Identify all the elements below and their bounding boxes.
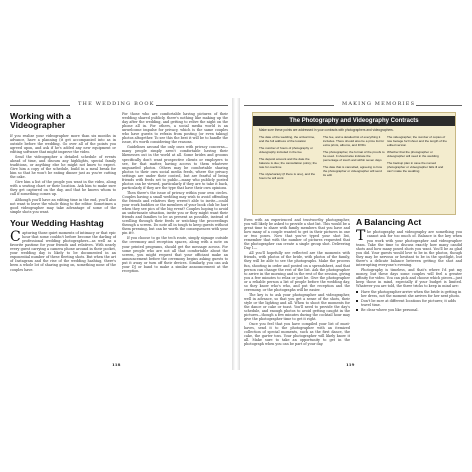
drop-cap: T xyxy=(356,228,366,245)
left-column-1 xyxy=(10,112,116,362)
list-item: Be clear where you like personal. xyxy=(356,308,462,312)
running-head-text: THE WEDDING BOOK xyxy=(78,101,155,107)
section-heading: Working with a Videographer xyxy=(10,112,71,131)
sidebar-item: The style/variety (if there is one), and the hours he will work xyxy=(259,171,316,180)
paragraph: If you realize your videographer more than six months in advance, have a planning (it get accompanied into as in outside before the wedding. Go over all of the points you agreed upon, and ask if he's added any new equipment or editing software that might improve the video. xyxy=(10,133,116,154)
page-number: 118 xyxy=(112,362,121,367)
paragraph: Capturing those quiet moments of intimacy or that epic hour that some couldn't before become the darling of professional wedding photographers—as well as a favorite pastime for your friends and relatives. With nearly every guest carrying a camera phone around in their pocket, your wedding day is likely to be documented in an exponential number of these fleeting shots. But when the art of Instagram and the rise of the wedding hashtag, there's been a whole lot of sharing going on, something none of the couples have. xyxy=(10,229,116,272)
sidebar-title: The Photography and Videography Contracts xyxy=(253,116,455,126)
page-number: 119 xyxy=(346,362,355,367)
right-column-1 xyxy=(244,218,350,362)
paragraph: Once you feel that you have compiled your list of must-haves, send it to the photographer with an itemized collection of special moments, such as the first dance, the cake, the garter toss. Your photographer will likely know it all. Make sure to take an opportunity to get in the photograph when you can be part of your day. xyxy=(244,322,350,347)
left-column-2 xyxy=(122,112,228,362)
sidebar-subtitle: Make sure these points are addressed in your contracts with photographers and videographers. xyxy=(259,128,394,132)
sidebar-item: The deposit amount and the date the balance is due; the cancellation policy; the rate for overtime xyxy=(259,157,317,169)
running-head-text: MAKING MEMORIES xyxy=(342,101,416,107)
paragraph: Guidelines around the only ones with privacy concerns—many people simply aren't comfortable having their likenesses out in the world at all. Some brides and grooms specifically don't want prospective clients or employers to see, for that matter, having access to them whatever unguarded photos. Others may be comfortable sharing photos to their own social media feeds, where the privacy settings are under their control, but are fearful of being friends with feeds set to public—many who publicly posted photos can be viewed, particularly if they are to take it back, particularly if they are the type that have their own opinions. xyxy=(122,145,228,190)
bullet-square-icon xyxy=(356,309,358,311)
sidebar-item: The backup plan in case the named photographer or videographer falls ill and can't make the wedding xyxy=(387,160,444,173)
paragraph: Send the videographer a detailed schedule of events ahead of time, and discuss any highlights, special family traditions, or anything else he might not know to expect. Give him a copy of the schedule, build in a meal break for him so that he won't be eating dinner just as you're cutting the cake. xyxy=(10,155,116,180)
left-running-head xyxy=(6,101,232,109)
contracts-sidebar-box xyxy=(252,112,456,215)
sidebar-item: The photographer, the format of the proofs to be used. It should also indicate the percentage of touch and within seven days xyxy=(323,149,385,162)
paragraph: Even with an experienced and trustworthy photographer, you will likely be asked to provide a shot list. This would be a great time to share with family members that you have and how many of a couple wanted to get in their pictures in one or two poses. Now that you've typed your shot list, remember that with the number of pictures requested that the photographer can create a single group shot. Delivering Day 1— xyxy=(244,218,350,251)
paragraph: Give him a list of the people you want in the video, along with a seating chart or their location. Ask him to make sure they get captured on the day, and that he knows whom to call if something comes up. xyxy=(10,180,116,197)
section-heading: Your Wedding Hashtag xyxy=(10,217,104,228)
sidebar-item: The fee, and a detailed list of everything it includes. There should also be a price list for extra prints, albums, and DVDs xyxy=(323,135,385,147)
sidebar-item: The number of hours of photography or videography included in the fee xyxy=(259,146,313,154)
bullet-square-icon xyxy=(356,300,358,302)
sidebar-item: The videographer, the number of copies of raw footage he'll shoot and the length of the edited version xyxy=(387,135,447,147)
paragraph: The photography and videography are something you cannot ask for too much of. Balance is the key when you work with your photographer and videographer team. Take the time to discuss exactly how many candid shots and how many posed shots you want. You'll be as glad you did. Your guests would love to be in the photos, though they may be nervous or hesitant to be in the spotlight, but there's a delicate balance between getting the shot and interrupting everyone's evening. xyxy=(356,228,462,267)
sidebar-column-2 xyxy=(323,136,385,181)
paragraph: All you'll hopefully see reflected are the moments with friends, with photos of the bride, with photos of the family, they will be able to see the photographs. Make the process fun, shooting in order and posted on a spreadsheet, and that person can change the rest of the list. Ask the photographer to arrive in the morning and in the rest of the session, giving you a few minutes to relax or just be. Give the photographer or a reliable person a list of people before the wedding day, so they know who's who, and put the reception and the ceremony, or the photographs will be easier. xyxy=(244,251,350,292)
book-gutter xyxy=(232,98,240,370)
list-item: Have the photographer arrive when the bride is getting in her dress, not the moment she arrives for her next photo. xyxy=(356,290,462,298)
paragraph: For those who are comfortable having pictures of their wedding shared publicly, there's nothing like making up the day after the wedding, and getting to relive the night on the phone all in. For others, a social media world is an unwelcome impulse for privacy, which is the same couples who have guests to refrain from posting (or even taking) photos altogether. To see this the best it will be to handle the issue, it's worth considering the reasons. xyxy=(122,112,228,145)
header-rule xyxy=(244,105,334,106)
sidebar-item: The date that is cancelled, agreeing to how the photographer or videographer will send its edit xyxy=(323,164,382,177)
paragraph: Then there's the issue of privacy within your own circles. Couples having a small wedding may wish to avoid offending the friends and relatives they weren't able to invite—could your work buddies or the members of your book club be hurt when they see pics of the big event? Couples hoping to avoid an unfortunate situation, invite you or they might want their friends and families to be as present as possible, instead of scrolling through their feeds or watching the proceedings through a screen. Do note all in tough to keep guests without them pressing, but can be worth the consequences with your pin #9. xyxy=(122,190,228,236)
bullet-square-icon xyxy=(356,291,358,293)
left-page xyxy=(6,98,232,370)
paragraph: Photography is timeless, and that's where I'd put my money, but these days some couples will feel a greater affinity for video. You can pick and choose which pieces—just keep those in mind, especially if your budget is limited. Whatever you are told, the three tricks to keep in mind are: xyxy=(356,267,462,289)
sidebar-column-3 xyxy=(387,136,449,177)
section-heading: A Balancing Act xyxy=(356,218,422,227)
right-running-head xyxy=(240,101,466,109)
drop-cap: C xyxy=(10,229,21,246)
paragraph: If you choose to go the tech route, simply signage outside the ceremony and reception spaces, along with a note on your printed programs, should get the message across. For some people who are not all that comfortable about the screen, you might request that your officiant make an announcement before the ceremony begins asking guests to put it away or turn off their devices. Similarly, you can ask your DJ or band to make a similar announcement at the reception. xyxy=(122,236,228,273)
paragraph: Although you'll have an editing time in the end, you'll also not want to leave the whole thing to the editor. Sometimes a good videographer may take advantage of some of the simple shots you want. xyxy=(10,197,116,214)
sidebar-item: The date of the wedding, the arrival time, and the full address of the location xyxy=(259,135,316,143)
right-column-2 xyxy=(356,218,462,362)
right-page xyxy=(240,98,466,370)
header-rule xyxy=(416,105,462,106)
header-rule xyxy=(10,105,70,106)
book-spread xyxy=(6,98,466,370)
list-item: Don't be sure at different locations for pictures; it adds travel time. xyxy=(356,299,462,307)
sidebar-column-1 xyxy=(259,136,321,184)
header-rule xyxy=(156,105,228,106)
tips-list xyxy=(356,290,462,312)
sidebar-item: Whether that the photographer or videographer will need in the wedding xyxy=(387,149,439,158)
paragraph: The key is to ask your photographer and videographer, well in advance, so that you get a sense of the shots, their style or the lighting and all. When to shoot the moments for the dance or cake or toast. You'll need to provide the day's schedule, and enough photos to avoid getting caught in the pictures—though a few minutes during the cocktail hour may give the photographer time to get it right. xyxy=(244,292,350,322)
